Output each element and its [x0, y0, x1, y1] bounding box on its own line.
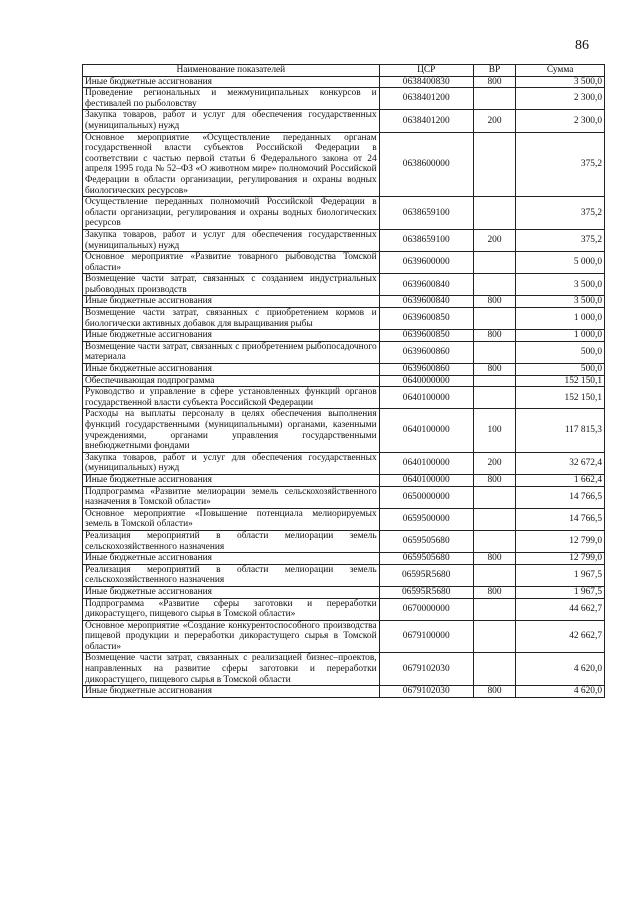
row-csr-cell: 0638400830: [379, 76, 473, 88]
row-name-cell: Основное мероприятие «Создание конкурентоспособного производства пищевой продукции и переработки дикорастущего сырья в Томской области»: [83, 620, 380, 653]
row-sum-cell: 1 000,0: [516, 308, 605, 330]
row-name-cell: Возмещение части затрат, связанных с приобретением рыбопосадочного материала: [83, 341, 380, 363]
row-vr-cell: [473, 341, 515, 363]
row-name-cell: Подпрограмма «Развитие сферы заготовки и переработки дикорастущего, пищевого сырья в Томской области»: [83, 598, 380, 620]
row-sum-cell: 152 150,1: [516, 387, 605, 409]
row-vr-cell: [473, 197, 515, 230]
column-header-sum: Сумма: [516, 65, 605, 77]
row-name-cell: Основное мероприятие «Повышение потенциала мелиорируемых земель в Томской области»: [83, 508, 380, 530]
table-row: [83, 409, 605, 452]
table-row: [83, 296, 605, 308]
row-sum-cell: 117 815,3: [516, 409, 605, 452]
row-name-cell: Реализация мероприятий в области мелиорации земель сельскохозяйственного назначения: [83, 564, 380, 586]
row-name-cell: Руководство и управление в сфере установленных функций органов государственной власти субъекта Российской Федерации: [83, 387, 380, 409]
row-vr-cell: [473, 564, 515, 586]
row-csr-cell: 0639600860: [379, 341, 473, 363]
row-csr-cell: 0659505680: [379, 553, 473, 565]
row-sum-cell: 2 300,0: [516, 110, 605, 132]
row-vr-cell: [473, 387, 515, 409]
row-name-cell: Иные бюджетные ассигнования: [83, 474, 380, 486]
table-row: [83, 387, 605, 409]
row-csr-cell: 0640100000: [379, 409, 473, 452]
budget-table: [82, 64, 605, 698]
row-sum-cell: 44 662,7: [516, 598, 605, 620]
row-csr-cell: 0639600000: [379, 252, 473, 274]
row-vr-cell: 800: [473, 474, 515, 486]
row-name-cell: Подпрограмма «Развитие мелиорации земель сельскохозяйственного назначения в Томской области»: [83, 486, 380, 508]
row-name-cell: Иные бюджетные ассигнования: [83, 364, 380, 376]
row-sum-cell: 152 150,1: [516, 375, 605, 387]
table-row: [83, 364, 605, 376]
table-row: [83, 474, 605, 486]
row-vr-cell: [473, 653, 515, 686]
row-csr-cell: 0640000000: [379, 375, 473, 387]
row-name-cell: Обеспечивающая подпрограмма: [83, 375, 380, 387]
table-row: [83, 341, 605, 363]
row-vr-cell: [473, 620, 515, 653]
row-csr-cell: 0639600840: [379, 274, 473, 296]
row-name-cell: Иные бюджетные ассигнования: [83, 686, 380, 698]
row-sum-cell: 42 662,7: [516, 620, 605, 653]
row-csr-cell: 0659500000: [379, 508, 473, 530]
row-csr-cell: 0640100000: [379, 387, 473, 409]
row-sum-cell: 500,0: [516, 364, 605, 376]
table-row: [83, 686, 605, 698]
row-vr-cell: [473, 132, 515, 197]
row-name-cell: Закупка товаров, работ и услуг для обеспечения государственных (муниципальных) нужд: [83, 229, 380, 251]
row-vr-cell: 200: [473, 229, 515, 251]
column-header-name: Наименование показателей: [83, 65, 380, 77]
table-row: [83, 330, 605, 342]
table-row: [83, 508, 605, 530]
table-row: [83, 553, 605, 565]
row-vr-cell: [473, 530, 515, 552]
row-name-cell: Иные бюджетные ассигнования: [83, 330, 380, 342]
table-row: [83, 530, 605, 552]
row-csr-cell: 0639600850: [379, 330, 473, 342]
row-vr-cell: [473, 508, 515, 530]
table-row: [83, 452, 605, 474]
table-row: [83, 653, 605, 686]
row-sum-cell: 32 672,4: [516, 452, 605, 474]
table-row: [83, 598, 605, 620]
table-row: [83, 229, 605, 251]
row-sum-cell: 4 620,0: [516, 686, 605, 698]
row-name-cell: Иные бюджетные ассигнования: [83, 586, 380, 598]
row-sum-cell: 1 967,5: [516, 564, 605, 586]
row-vr-cell: 100: [473, 409, 515, 452]
row-name-cell: Возмещение части затрат, связанных с реализацией бизнес–проектов, направленных на развитие сферы заготовки и переработки дикорастущего, пищевого сырья в Томской области: [83, 653, 380, 686]
row-name-cell: Возмещение части затрат, связанных с приобретением кормов и биологически активных добавок для выращивания рыбы: [83, 308, 380, 330]
row-name-cell: Иные бюджетные ассигнования: [83, 553, 380, 565]
row-vr-cell: [473, 598, 515, 620]
table-row: [83, 197, 605, 230]
table-row: [83, 308, 605, 330]
row-vr-cell: [473, 486, 515, 508]
row-name-cell: Закупка товаров, работ и услуг для обеспечения государственных (муниципальных) нужд: [83, 110, 380, 132]
row-csr-cell: 0638659100: [379, 197, 473, 230]
row-csr-cell: 0659505680: [379, 530, 473, 552]
row-vr-cell: 800: [473, 330, 515, 342]
row-csr-cell: 0638659100: [379, 229, 473, 251]
row-vr-cell: [473, 252, 515, 274]
row-csr-cell: 0638401200: [379, 88, 473, 110]
row-sum-cell: 14 766,5: [516, 486, 605, 508]
row-sum-cell: 5 000,0: [516, 252, 605, 274]
row-sum-cell: 12 799,0: [516, 553, 605, 565]
row-vr-cell: 800: [473, 364, 515, 376]
row-csr-cell: 0679102030: [379, 686, 473, 698]
row-name-cell: Иные бюджетные ассигнования: [83, 296, 380, 308]
page-number: 86: [575, 38, 589, 53]
row-name-cell: Иные бюджетные ассигнования: [83, 76, 380, 88]
row-csr-cell: 0639600840: [379, 296, 473, 308]
row-sum-cell: 14 766,5: [516, 508, 605, 530]
row-vr-cell: 800: [473, 686, 515, 698]
table-header-row: [83, 65, 605, 77]
row-name-cell: Основное мероприятие «Осуществление переданных органам государственной власти субъектов Российской Федерации в соответствии с частью первой статьи 6 Федерального закона от 24 апреля 1995 года № 52–ФЗ «О животном мире» полномочий Российской Федерации в области организации, регулирования и охраны водных биологических ресурсов»: [83, 132, 380, 197]
row-sum-cell: 1 000,0: [516, 330, 605, 342]
row-vr-cell: [473, 308, 515, 330]
row-name-cell: Закупка товаров, работ и услуг для обеспечения государственных (муниципальных) нужд: [83, 452, 380, 474]
table-row: [83, 486, 605, 508]
row-csr-cell: 0640100000: [379, 474, 473, 486]
table-row: [83, 88, 605, 110]
row-name-cell: Возмещение части затрат, связанных с созданием индустриальных рыбоводных производств: [83, 274, 380, 296]
table-row: [83, 110, 605, 132]
table-row: [83, 132, 605, 197]
row-vr-cell: 200: [473, 452, 515, 474]
row-csr-cell: 0679102030: [379, 653, 473, 686]
row-vr-cell: 200: [473, 110, 515, 132]
row-sum-cell: 3 500,0: [516, 76, 605, 88]
row-csr-cell: 06595R5680: [379, 564, 473, 586]
table-row: [83, 252, 605, 274]
row-sum-cell: 4 620,0: [516, 653, 605, 686]
column-header-vr: ВР: [473, 65, 515, 77]
row-csr-cell: 0670000000: [379, 598, 473, 620]
table-row: [83, 586, 605, 598]
table-row: [83, 76, 605, 88]
row-csr-cell: 0639600860: [379, 364, 473, 376]
column-header-csr: ЦСР: [379, 65, 473, 77]
row-sum-cell: 3 500,0: [516, 274, 605, 296]
row-csr-cell: 0640100000: [379, 452, 473, 474]
row-csr-cell: 0638600000: [379, 132, 473, 197]
row-csr-cell: 0679100000: [379, 620, 473, 653]
row-sum-cell: 3 500,0: [516, 296, 605, 308]
row-vr-cell: [473, 375, 515, 387]
row-csr-cell: 0650000000: [379, 486, 473, 508]
row-vr-cell: 800: [473, 553, 515, 565]
table-row: [83, 620, 605, 653]
row-name-cell: Реализация мероприятий в области мелиорации земель сельскохозяйственного назначения: [83, 530, 380, 552]
row-sum-cell: 375,2: [516, 197, 605, 230]
row-name-cell: Осуществление переданных полномочий Российской Федерации в области организации, регулирования и охраны водных биологических ресурсов: [83, 197, 380, 230]
row-vr-cell: [473, 88, 515, 110]
table-body: [83, 76, 605, 697]
row-name-cell: Расходы на выплаты персоналу в целях обеспечения выполнения функций государственными (муниципальными) органами, казенными учреждениями, органами управления государственными внебюджетными фондами: [83, 409, 380, 452]
table-row: [83, 274, 605, 296]
row-name-cell: Проведение региональных и межмуниципальных конкурсов и фестивалей по рыболовству: [83, 88, 380, 110]
row-csr-cell: 0639600850: [379, 308, 473, 330]
row-csr-cell: 06595R5680: [379, 586, 473, 598]
row-sum-cell: 2 300,0: [516, 88, 605, 110]
table-row: [83, 375, 605, 387]
row-csr-cell: 0638401200: [379, 110, 473, 132]
row-name-cell: Основное мероприятие «Развитие товарного рыбоводства Томской области»: [83, 252, 380, 274]
row-sum-cell: 12 799,0: [516, 530, 605, 552]
row-sum-cell: 1 967,5: [516, 586, 605, 598]
row-sum-cell: 375,2: [516, 229, 605, 251]
row-sum-cell: 375,2: [516, 132, 605, 197]
row-vr-cell: 800: [473, 76, 515, 88]
row-vr-cell: 800: [473, 296, 515, 308]
row-vr-cell: 800: [473, 586, 515, 598]
row-vr-cell: [473, 274, 515, 296]
table-row: [83, 564, 605, 586]
row-sum-cell: 1 662,4: [516, 474, 605, 486]
row-sum-cell: 500,0: [516, 341, 605, 363]
